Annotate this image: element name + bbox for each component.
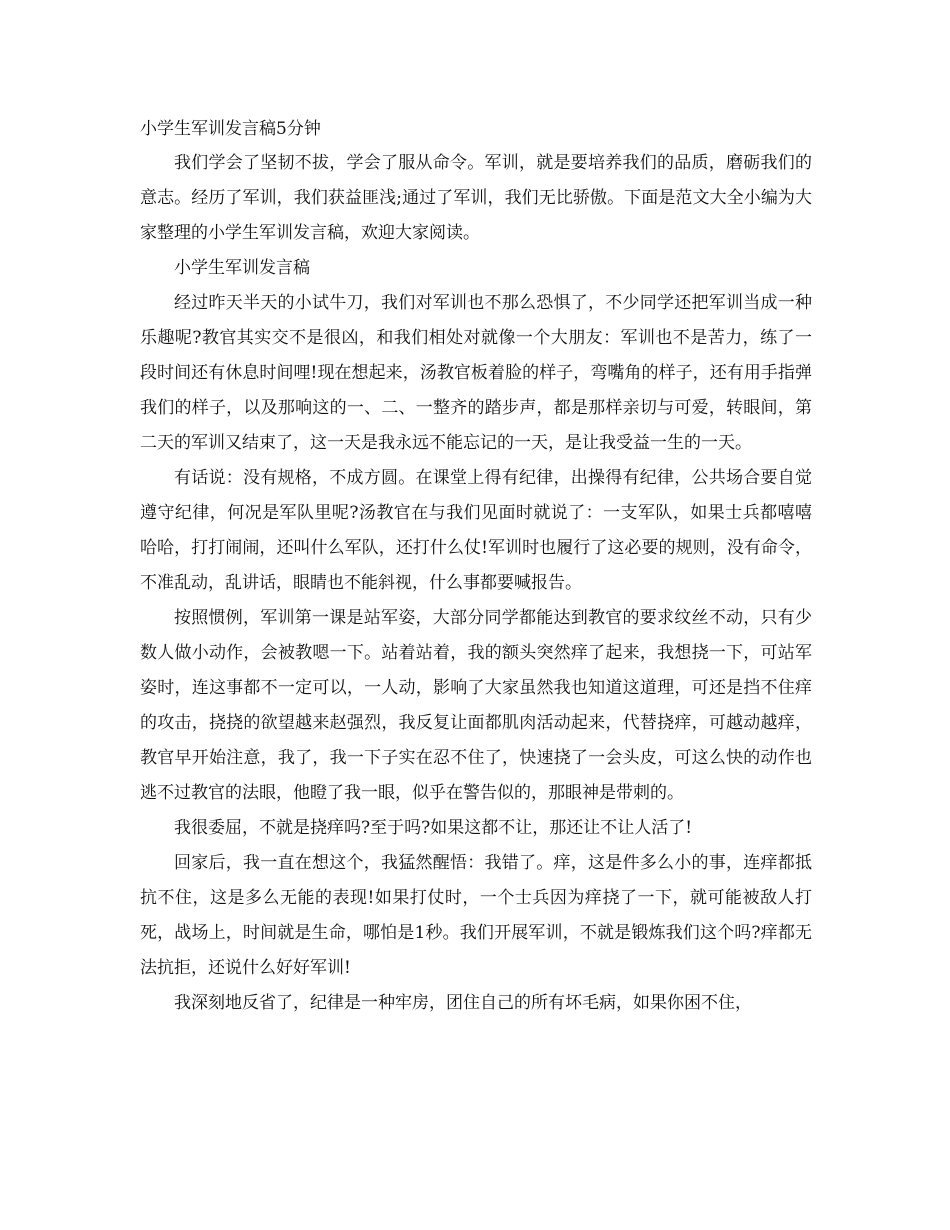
body-paragraph: 按照惯例，军训第一课是站军姿，大部分同学都能达到教官的要求纹丝不动，只有少数人做小动作，会被教嗯一下。站着站着，我的额头突然痒了起来，我想挠一下，可站军姿时，连这事都不一定可以，一人动，影响了大家虽然我也知道这道理，可还是挡不住痒的攻击，挠挠的欲望越来赵强烈，我反复让面都肌肉活动起来，代替挠痒，可越动越痒，教官早开始注意，我了，我一下子实在忍不住了，快速挠了一会头皮，可这么快的动作也逃不过教官的法眼，他瞪了我一眼，似乎在警告似的，那眼神是带刺的。 <box>140 608 812 803</box>
document-title: 小学生军训发言稿5分钟 <box>140 119 321 139</box>
body-paragraph: 回家后，我一直在想这个，我猛然醒悟：我错了。痒，这是件多么小的事，连痒都抵抗不住，这是多么无能的表现!如果打仗时，一个士兵因为痒挠了一下，就可能被敌人打死，战场上，时间就是生命，哪怕是1秒。我们开展军训，不就是锻炼我们这个吗?痒都无法抗拒，还说什么好好军训! <box>140 853 812 978</box>
body-paragraph: 经过昨天半天的小试牛刀，我们对军训也不那么恐惧了，不少同学还把军训当成一种乐趣呢?教官其实交不是很凶，和我们相处对就像一个大朋友：军训也不是苦力，练了一段时间还有休息时间哩!现在想起来，汤教官板着脸的样子，弯嘴角的样子，还有用手指弹我们的样子，以及那响这的一、二、一整齐的踏步声，都是那样亲切与可爱，转眼间，第二天的军训又结束了，这一天是我永远不能忘记的一天，是让我受益一生的一天。 <box>140 293 812 453</box>
body-paragraph: 我很委屈，不就是挠痒吗?至于吗?如果这都不让，那还让不让人活了! <box>174 818 693 838</box>
section-heading: 小学生军训发言稿 <box>174 258 310 278</box>
document-page <box>140 116 812 1021</box>
body-paragraph: 有话说：没有规格，不成方圆。在课堂上得有纪律，出操得有纪律，公共场合要自觉遵守纪律，何况是军队里呢?汤教官在与我们见面时就说了：一支军队，如果士兵都嘻嘻哈哈，打打闹闹，还叫什么军队，还打什么仗!军训时也履行了这必要的规则，没有命令，不准乱动，乱讲话，眼睛也不能斜视，什么事都要喊报告。 <box>140 468 812 593</box>
body-paragraph: 我深刻地反省了，纪律是一种牢房，团住自己的所有坏毛病，如果你困不住， <box>174 993 752 1013</box>
intro-paragraph: 我们学会了坚韧不拔，学会了服从命令。军训，就是要培养我们的品质，磨砺我们的意志。经历了军训，我们获益匪浅;通过了军训，我们无比骄傲。下面是范文大全小编为大家整理的小学生军训发言稿，欢迎大家阅读。 <box>140 153 812 243</box>
